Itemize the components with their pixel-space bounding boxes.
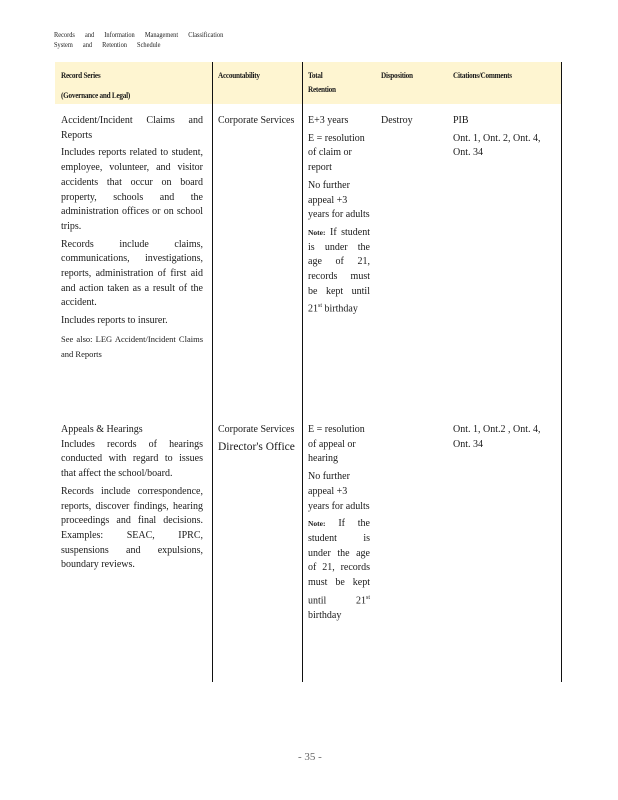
column-divider	[302, 62, 303, 682]
column-divider	[212, 62, 213, 682]
running-header-line-2: System and Retention Schedule	[54, 40, 161, 49]
record-title: Appeals & Hearings	[61, 424, 143, 435]
header-record-series-line-2: (Governance and Legal)	[61, 90, 131, 100]
total-retention-cell	[308, 114, 370, 317]
retention-note	[308, 226, 370, 318]
note-label: Note:	[308, 519, 326, 529]
note-text: If student is under the age of 21, records must be kept until 21	[308, 226, 371, 315]
citations-cell	[453, 423, 549, 452]
note-label: Note:	[308, 227, 326, 237]
note-end: birthday	[308, 609, 342, 621]
retention-event: E = resolution of claim or report	[308, 132, 365, 174]
header-accountability: Accountability	[218, 70, 260, 80]
accountability-value: Corporate Services	[218, 424, 295, 435]
header-disposition: Disposition	[381, 70, 413, 80]
disposition-cell	[381, 114, 446, 129]
accountability-cell	[218, 114, 298, 129]
citation-value: Ont. 1, Ont.2 , Ont. 4, Ont. 34	[453, 424, 541, 450]
header-record-series	[61, 68, 189, 102]
record-description: Includes records of hearings conducted with regard to issues that affect the school/board.	[61, 438, 203, 480]
header-record-series-line-1: Record Series	[61, 70, 101, 80]
record-description: Includes reports to insurer.	[61, 315, 168, 327]
page-number: - 35 -	[298, 751, 322, 763]
retention-event: E = resolution of appeal or hearing	[308, 424, 365, 465]
running-header	[54, 30, 223, 50]
record-description: Includes reports related to student, employee, volunteer, and visitor accidents that occur on board property, schools and the administration offices or on school trips.	[61, 147, 203, 232]
note-superscript: st	[318, 303, 323, 310]
note-end: birthday	[324, 303, 358, 315]
see-also-note: See also: LEG Accident/Incident Claims and Reports	[61, 333, 203, 359]
note-superscript: st	[365, 594, 370, 601]
table-header-row	[55, 62, 562, 104]
record-series-cell	[61, 114, 203, 361]
citation-value: PIB	[453, 115, 469, 126]
note-text: If the student is under the age of 21, records must be kept until 21	[308, 518, 370, 607]
citations-cell	[453, 114, 549, 161]
total-retention-cell	[308, 423, 370, 623]
header-total-retention-line-2: Retention	[308, 84, 336, 94]
accountability-value: Director's Office	[218, 440, 295, 453]
record-description: Records include claims, communications, investigations, reports, administration of first aid and action taken as a result of the accident.	[61, 238, 203, 309]
retention-rule: No further appeal +3 years for adults	[308, 179, 370, 221]
header-total-retention	[308, 68, 336, 96]
citation-value: Ont. 1, Ont. 2, Ont. 4, Ont. 34	[453, 132, 541, 159]
running-header-line-1: Records and Information Management Classification	[54, 30, 224, 39]
header-total-retention-line-1: Total	[308, 70, 323, 80]
retention-period: E+3 years	[308, 115, 349, 126]
disposition-value: Destroy	[381, 115, 413, 126]
table-right-border	[561, 62, 562, 682]
record-description: Records include correspondence, reports, discover findings, hearing proceedings and final decisions. Examples: SEAC, IPRC, suspensions and expulsions, boundary reviews.	[61, 485, 203, 571]
retention-schedule-table	[55, 62, 562, 621]
accountability-value: Corporate Services	[218, 115, 295, 126]
record-series-cell	[61, 423, 203, 573]
header-citations: Citations/Comments	[453, 70, 512, 80]
retention-rule: No further appeal +3 years for adults	[308, 471, 370, 512]
record-title: Accident/Incident Claims and Reports	[61, 115, 203, 141]
retention-note	[308, 517, 370, 623]
accountability-cell	[218, 423, 298, 454]
